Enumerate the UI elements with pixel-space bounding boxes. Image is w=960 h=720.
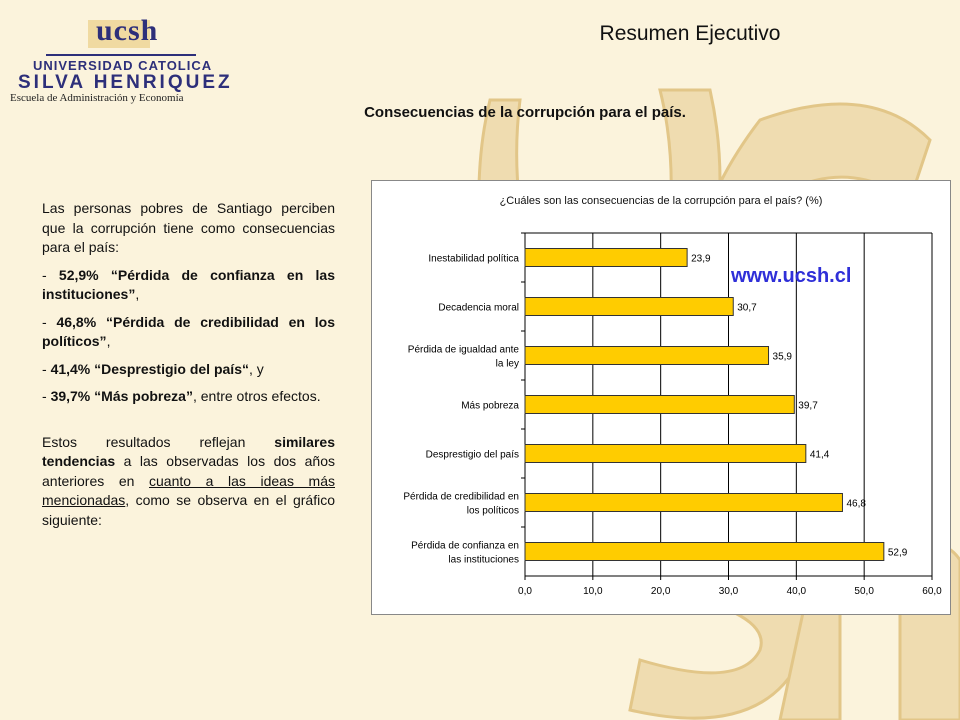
bullet-item bbox=[42, 266, 335, 305]
intro-paragraph: Las personas pobres de Santiago perciben que la corrupción tiene como consecuencias para el país: bbox=[42, 200, 335, 255]
category-label: Decadencia moral bbox=[438, 302, 519, 314]
bullet-percent: 41,4% bbox=[50, 360, 91, 377]
data-label: 23,9 bbox=[691, 253, 711, 265]
chart-title: ¿Cuáles son las consecuencias de la corrupción para el país? (%) bbox=[499, 195, 823, 207]
closing-underlined: cuanto a las ideas más mencionadas bbox=[42, 472, 335, 508]
x-tick-label: 50,0 bbox=[854, 586, 874, 597]
bullet-percent: 39,7% bbox=[50, 388, 91, 404]
page-title: Resumen Ejecutivo bbox=[599, 22, 781, 45]
data-label: 46,8 bbox=[846, 498, 866, 510]
logo-ucsh-text: ucsh bbox=[96, 14, 159, 47]
bullet-percent: 46,8% bbox=[56, 313, 97, 330]
x-tick-label: 10,0 bbox=[583, 586, 603, 597]
logo-school-text: Escuela de Administración y Economía bbox=[10, 92, 184, 104]
category-label: Pérdida de igualdad ante bbox=[407, 344, 519, 356]
summary-text bbox=[42, 199, 335, 538]
page-subtitle: Consecuencias de la corrupción para el país. bbox=[364, 104, 686, 121]
closing-part: Estos resultados reflejan bbox=[42, 433, 275, 450]
data-label: 35,9 bbox=[772, 351, 792, 363]
bullet-dash: - bbox=[42, 266, 59, 283]
website-watermark: www.ucsh.cl bbox=[731, 265, 852, 287]
bullet-percent: 52,9% bbox=[58, 266, 99, 283]
x-tick-label: 20,0 bbox=[650, 586, 671, 597]
closing-bold: similares tendencias bbox=[42, 433, 335, 469]
category-label: Pérdida de credibilidad en bbox=[403, 491, 519, 503]
bar bbox=[525, 445, 806, 463]
logo-university-text: UNIVERSIDAD CATOLICA bbox=[33, 58, 213, 73]
data-label: 41,4 bbox=[809, 449, 830, 461]
bar bbox=[525, 543, 884, 561]
bullet-tail: , entre otros efectos. bbox=[192, 388, 321, 404]
bullet-tail: , y bbox=[248, 360, 264, 377]
bar-chart bbox=[372, 181, 950, 614]
data-label: 52,9 bbox=[887, 547, 908, 559]
x-tick-label: 60,0 bbox=[922, 586, 942, 597]
bullet-quote: “Pérdida de credibilidad en los políticos” bbox=[42, 313, 336, 349]
bullet-quote: “Más pobreza” bbox=[94, 388, 193, 404]
x-tick-label: 40,0 bbox=[786, 586, 807, 597]
bullet-dash: - bbox=[42, 388, 51, 404]
bar bbox=[525, 249, 687, 267]
bullet-item bbox=[42, 387, 335, 407]
category-label: Pérdida de confianza en bbox=[411, 540, 519, 552]
category-label: Inestabilidad política bbox=[428, 253, 519, 265]
bar bbox=[525, 494, 842, 512]
bullet-item bbox=[42, 360, 335, 380]
bullet-quote: “Pérdida de confianza en las instituciones” bbox=[42, 266, 335, 302]
category-label: Desprestigio del país bbox=[425, 449, 519, 461]
x-tick-label: 0,0 bbox=[518, 586, 532, 597]
logo-name-text: SILVA HENRIQUEZ bbox=[18, 72, 233, 93]
category-label: la ley bbox=[495, 358, 519, 370]
category-label: los políticos bbox=[466, 505, 519, 517]
bullet-dash: - bbox=[42, 360, 51, 377]
category-label: las instituciones bbox=[448, 554, 519, 566]
bullet-tail: , bbox=[135, 286, 140, 302]
bullet-tail: , bbox=[106, 333, 111, 349]
logo-rule bbox=[46, 54, 196, 56]
ucsh-logo bbox=[8, 8, 238, 103]
data-label: 30,7 bbox=[737, 302, 757, 314]
bar bbox=[525, 396, 794, 414]
x-tick-label: 30,0 bbox=[718, 586, 739, 597]
closing-paragraph bbox=[42, 433, 335, 531]
category-label: Más pobreza bbox=[461, 400, 519, 412]
bullet-quote: “Desprestigio del país“ bbox=[94, 360, 249, 377]
bar bbox=[525, 298, 733, 316]
closing-part: , como se observa en el gráfico siguiente: bbox=[42, 492, 335, 528]
chart-panel bbox=[371, 180, 951, 615]
bullet-item bbox=[42, 313, 335, 352]
data-label: 39,7 bbox=[798, 400, 818, 412]
bullet-dash: - bbox=[42, 313, 57, 330]
closing-part: a las observadas los dos años anteriores en bbox=[42, 453, 335, 489]
bar bbox=[525, 347, 769, 365]
